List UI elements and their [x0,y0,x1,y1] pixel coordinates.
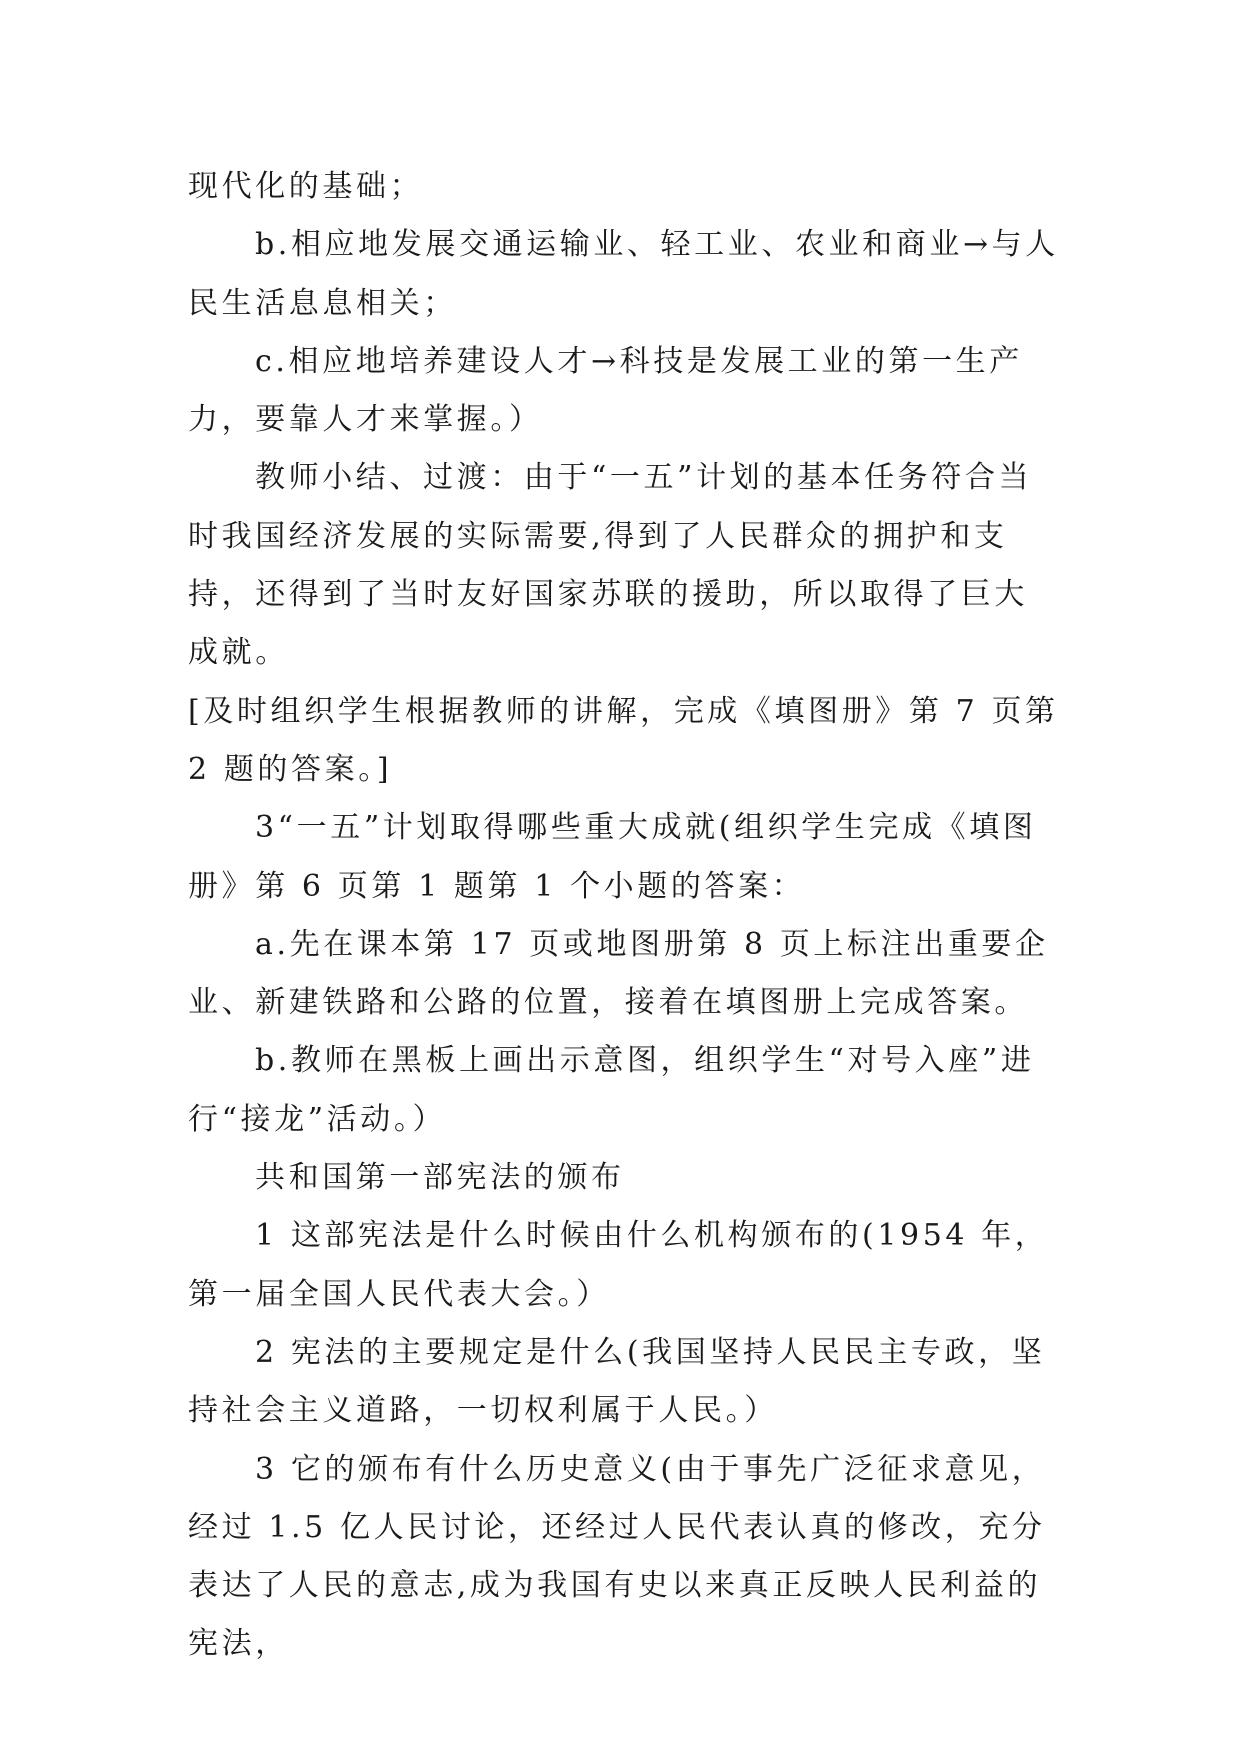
paragraph-question-3-significance: 3 它的颁布有什么历史意义(由于事先广泛征求意见，经过 1.5 亿人民讨论，还经过人民代表认真的修改，充分表达了人民的意志,成为我国有史以来真正反映人民利益的宪法， [188,1451,1046,1662]
paragraph-question-2-provisions: 2 宪法的主要规定是什么(我国坚持人民民主专政，坚持社会主义道路，一切权利属于人民。） [188,1334,1046,1429]
paragraph-question-1-when: 1 这部宪法是什么时候由什么机构颁布的(1954 年，第一届全国人民代表大会。） [188,1218,1049,1312]
paragraph-item-c-talent: c.相应地培养建设人才→科技是发展工业的第一生产力，要靠人才来掌握。） [188,343,1023,438]
paragraph-foundation-end: 现代化的基础； [188,169,424,204]
section-heading-constitution: 共和国第一部宪法的颁布 [255,1160,625,1196]
body-text [188,158,1060,1674]
paragraph-item-b-transport: b.相应地发展交通运输业、轻工业、农业和商业→与人民生活息息相关； [188,227,1059,321]
paragraph-exercise-note: [及时组织学生根据教师的讲解，完成《填图册》第 7 页第 2 题的答案。] [188,693,1059,787]
paragraph-question-3-achievements: 3“一五”计划取得哪些重大成就(组织学生完成《填图册》第 6 页第 1 题第 1 个小题的答案： [188,810,1037,904]
paragraph-item-b-blackboard: b.教师在黑板上画出示意图，组织学生“对号入座”进行“接龙”活动。） [188,1043,1035,1137]
paragraph-teacher-summary: 教师小结、过渡：由于“一五”计划的基本任务符合当时我国经济发展的实际需要,得到了人民群众的拥护和支持，还得到了当时友好国家苏联的援助，所以取得了巨大成就。 [188,460,1033,671]
paragraph-item-a-mark-map: a.先在课本第 17 页或地图册第 8 页上标注出重要企业、新建铁路和公路的位置，接着在填图册上完成答案。 [188,926,1049,1021]
